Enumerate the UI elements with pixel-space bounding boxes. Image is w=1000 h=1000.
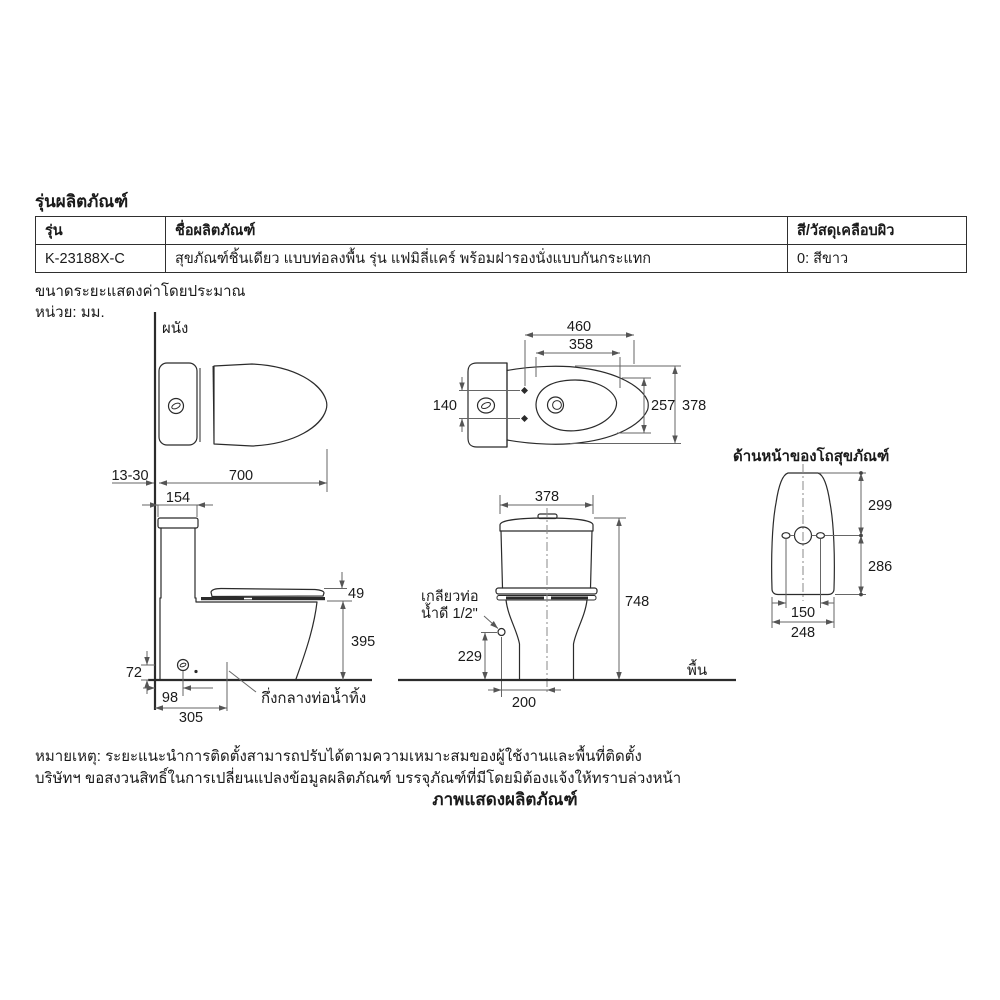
top-view-open [433,319,706,447]
wall-label: ผนัง [162,320,189,337]
dim-bowl-height: 395 [351,634,376,650]
supply-label-line1: เกลียวท่อ [421,589,479,605]
tank-front-detail [733,446,892,641]
header-product-name: ชื่อผลิตภัณฑ์ [166,217,788,245]
dim-lid-length: 460 [566,319,592,335]
dim-overall-depth: 700 [228,468,254,484]
tank-lid-side [158,518,198,528]
dim-supply-offset: 200 [511,695,537,711]
table-header-row [36,217,967,245]
front-view [398,489,736,711]
seat-lid-side [211,589,324,597]
mounting-hole-right [817,533,825,539]
mounting-hole-left [782,533,790,539]
floor-label: พื้น [687,662,708,679]
dim-bowl-outer-width: 378 [682,398,707,414]
depth-dimensions [111,449,327,517]
dim-seat-length: 358 [568,337,594,353]
page-title: รุ่นผลิตภัณฑ์ [35,192,129,211]
dim-seat-thickness: 49 [348,586,365,602]
dim-bowl-inner-width: 257 [651,398,676,414]
supply-connection-point [498,629,505,636]
header-model: รุ่น [36,217,166,245]
side-view [126,518,375,726]
dim-wall-clearance: 13-30 [111,468,149,484]
drain-center-label: กึ่งกลางท่อน้ำทิ้ง [261,690,367,707]
pedestal-left-edge [506,600,520,680]
water-inlet-side [178,660,189,671]
unit-note: หน่วย: มม. [35,304,105,321]
approx-dimensions-note: ขนาดระยะแสดงค่าโดยประมาณ [35,283,246,300]
dim-drain-offset: 305 [178,710,204,726]
footnote-line1: หมายเหตุ: ระยะแนะนำการติดตั้งสามารถปรับได้ตามความเหมาะสมของผู้ใช้งานและพื้นที่ติดตั้ง [35,748,642,765]
product-image-section-title: ภาพแสดงผลิตภัณฑ์ [432,790,578,809]
dim-supply-height: 229 [457,649,482,665]
supply-label-line2: น้ำดี 1/2" [421,606,478,622]
pedestal-right-edge [574,600,588,680]
dim-hole-spacing: 150 [790,605,816,621]
dim-tank-upper-height: 299 [868,498,893,514]
table-row [36,245,967,273]
dim-total-height: 748 [625,594,650,610]
cell-model: K-23188X-C [36,245,166,273]
dim-bolt-spacing: 140 [432,398,457,414]
cell-product-name: สุขภัณฑ์ชิ้นเดียว แบบท่อลงพื้น รุ่น แฟมิลี่แคร์ พร้อมฝารองนั่งแบบกันกระแทก [166,245,788,273]
dim-inlet-offset: 98 [161,690,179,706]
top-view-closed [159,363,327,446]
dim-tank-lower-height: 286 [868,559,893,575]
dim-tank-width: 248 [790,625,816,641]
dim-inlet-height: 72 [125,665,142,681]
footnote-line2: บริษัทฯ ขอสงวนสิทธิ์ในการเปลี่ยนแปลงข้อมูลผลิตภัณฑ์ บรรจุภัณฑ์ที่มีโดยมิต้องแจ้งให้ทราบล่วงหน้า [35,770,682,787]
seat-bolt-marker [521,415,528,422]
seat-ring-side [201,597,325,600]
dim-front-width: 378 [534,489,560,505]
header-color-material: สี/วัสดุเคลือบผิว [788,217,967,245]
flush-button-top-view [169,399,184,414]
product-spec-table [35,216,967,273]
dim-tank-depth: 154 [165,490,191,506]
flush-button-top-open [478,398,495,413]
seat-bolt-marker [521,387,528,394]
tank-front-title: ด้านหน้าของโถสุขภัณฑ์ [733,448,890,465]
cell-color-material: 0: สีขาว [788,245,967,273]
